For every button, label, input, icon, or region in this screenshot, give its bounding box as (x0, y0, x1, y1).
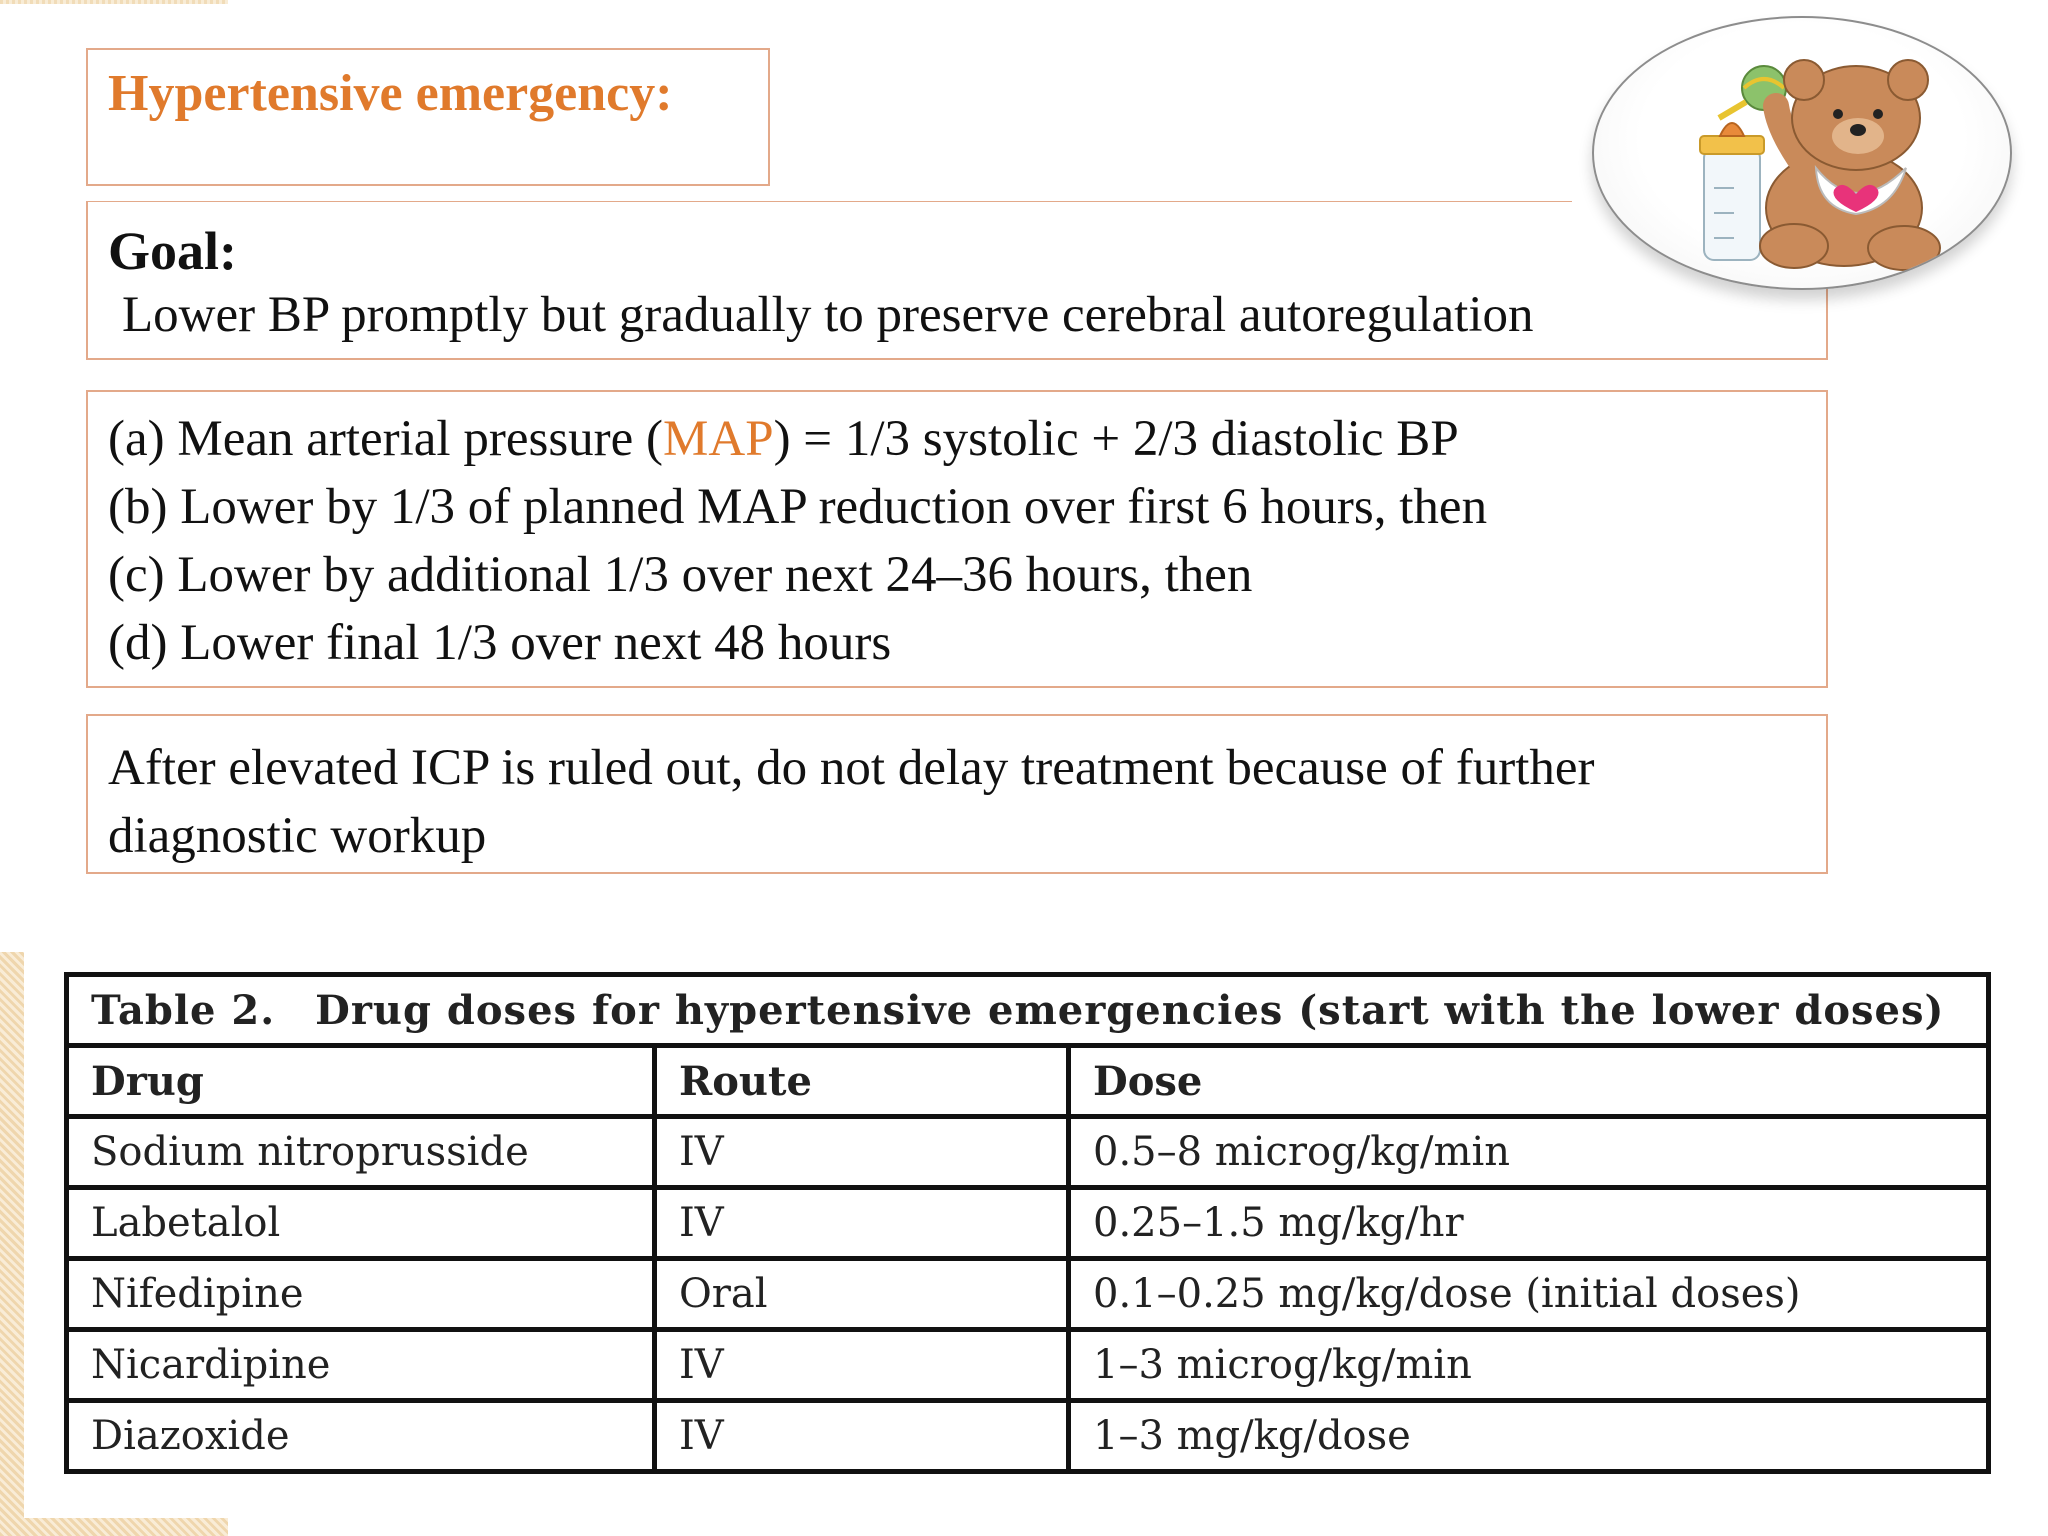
step-c: (c) Lower by additional 1/3 over next 24–36 hours, then (108, 547, 1253, 603)
drug-doses-table (64, 972, 1991, 1474)
step-b: (b) Lower by 1/3 of planned MAP reduction over first 6 hours, then (108, 479, 1488, 535)
goal-heading: Goal: (108, 221, 237, 281)
step-a (108, 410, 1459, 468)
table-row (67, 1117, 1989, 1188)
table-cell-route: IV (655, 1401, 1069, 1472)
table-caption (67, 975, 1989, 1046)
note-text: After elevated ICP is ruled out, do not delay treatment because of further diagnostic workup (108, 740, 1595, 864)
table-cell-dose: 0.25–1.5 mg/kg/hr (1069, 1188, 1989, 1259)
decorative-strip-left (0, 952, 24, 1536)
slide-title: Hypertensive emergency: (108, 65, 673, 122)
column-header-dose: Dose (1069, 1046, 1989, 1117)
table-cell-drug: Sodium nitroprusside (67, 1117, 655, 1188)
table-row (67, 1330, 1989, 1401)
goal-text: Lower BP promptly but gradually to preserve cerebral autoregulation (122, 287, 1534, 343)
step-a-suffix: ) = 1/3 systolic + 2/3 diastolic BP (773, 411, 1459, 467)
table-cell-route: IV (655, 1117, 1069, 1188)
table-cell-route: IV (655, 1330, 1069, 1401)
table-cell-dose: 0.5–8 microg/kg/min (1069, 1117, 1989, 1188)
table-caption-row (67, 975, 1989, 1046)
title-box (86, 48, 770, 186)
table-cell-drug: Labetalol (67, 1188, 655, 1259)
table-cell-drug: Nicardipine (67, 1330, 655, 1401)
table-cell-drug: Diazoxide (67, 1401, 655, 1472)
table-cell-route: Oral (655, 1259, 1069, 1330)
table-row (67, 1259, 1989, 1330)
map-highlight: MAP (663, 411, 774, 467)
teddy-bear-icon (1594, 18, 2010, 288)
table-header-row (67, 1046, 1989, 1117)
table-cell-dose: 1–3 mg/kg/dose (1069, 1401, 1989, 1472)
steps-box (86, 390, 1828, 688)
table-cell-drug: Nifedipine (67, 1259, 655, 1330)
table-caption-text: Drug doses for hypertensive emergencies (start with the lower doses) (315, 986, 1945, 1034)
column-header-drug: Drug (67, 1046, 655, 1117)
table-caption-label: Table 2. (91, 986, 276, 1034)
table-cell-dose: 0.1–0.25 mg/kg/dose (initial doses) (1069, 1259, 1989, 1330)
step-a-prefix: (a) Mean arterial pressure ( (108, 411, 664, 467)
decorative-strip-top (0, 0, 228, 4)
decorative-strip-bottom (0, 1518, 228, 1536)
step-d: (d) Lower final 1/3 over next 48 hours (108, 615, 892, 671)
teddy-bear-image (1592, 16, 2012, 290)
table-cell-dose: 1–3 microg/kg/min (1069, 1330, 1989, 1401)
table-cell-route: IV (655, 1188, 1069, 1259)
column-header-route: Route (655, 1046, 1069, 1117)
note-box (86, 714, 1828, 874)
goal-box (86, 202, 1828, 360)
table-row (67, 1401, 1989, 1472)
table-row (67, 1188, 1989, 1259)
